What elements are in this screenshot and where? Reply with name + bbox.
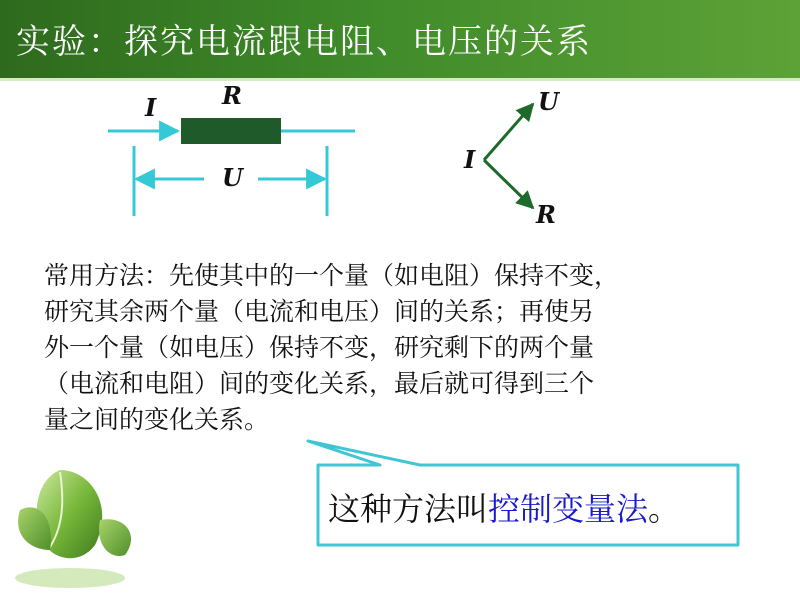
relation-bottom-label: R — [536, 200, 556, 229]
callout-prefix: 这种方法叫 — [328, 490, 489, 528]
method-line: 量之间的变化关系。 — [44, 405, 270, 434]
relation-arrow-up — [484, 104, 533, 160]
relation-center-label: I — [464, 145, 476, 174]
method-line: 研究其余两个量（电流和电压）间的关系；再使另 — [44, 297, 595, 326]
relation-arrow-down — [484, 160, 533, 208]
resistor — [181, 118, 281, 144]
method-description — [44, 258, 764, 438]
resistor-label: R — [222, 81, 242, 110]
current-label: I — [145, 93, 157, 122]
callout-text — [328, 484, 680, 530]
method-line: （电流和电阻）间的变化关系，最后就可得到三个 — [44, 369, 595, 398]
method-line: 外一个量（如电压）保持不变，研究剩下的两个量 — [44, 333, 595, 362]
relation-top-label: U — [538, 87, 559, 116]
callout-suffix: 。 — [648, 490, 681, 528]
leaf-decoration — [0, 450, 150, 600]
title-bar — [0, 0, 800, 81]
callout-highlight: 控制变量法 — [488, 490, 649, 528]
slide-title: 实验：探究电流跟电阻、电压的关系 — [16, 22, 592, 62]
circuit-diagram — [0, 80, 800, 250]
method-line: 常用方法：先使其中的一个量（如电阻）保持不变， — [44, 261, 620, 290]
voltage-label: U — [222, 163, 243, 192]
